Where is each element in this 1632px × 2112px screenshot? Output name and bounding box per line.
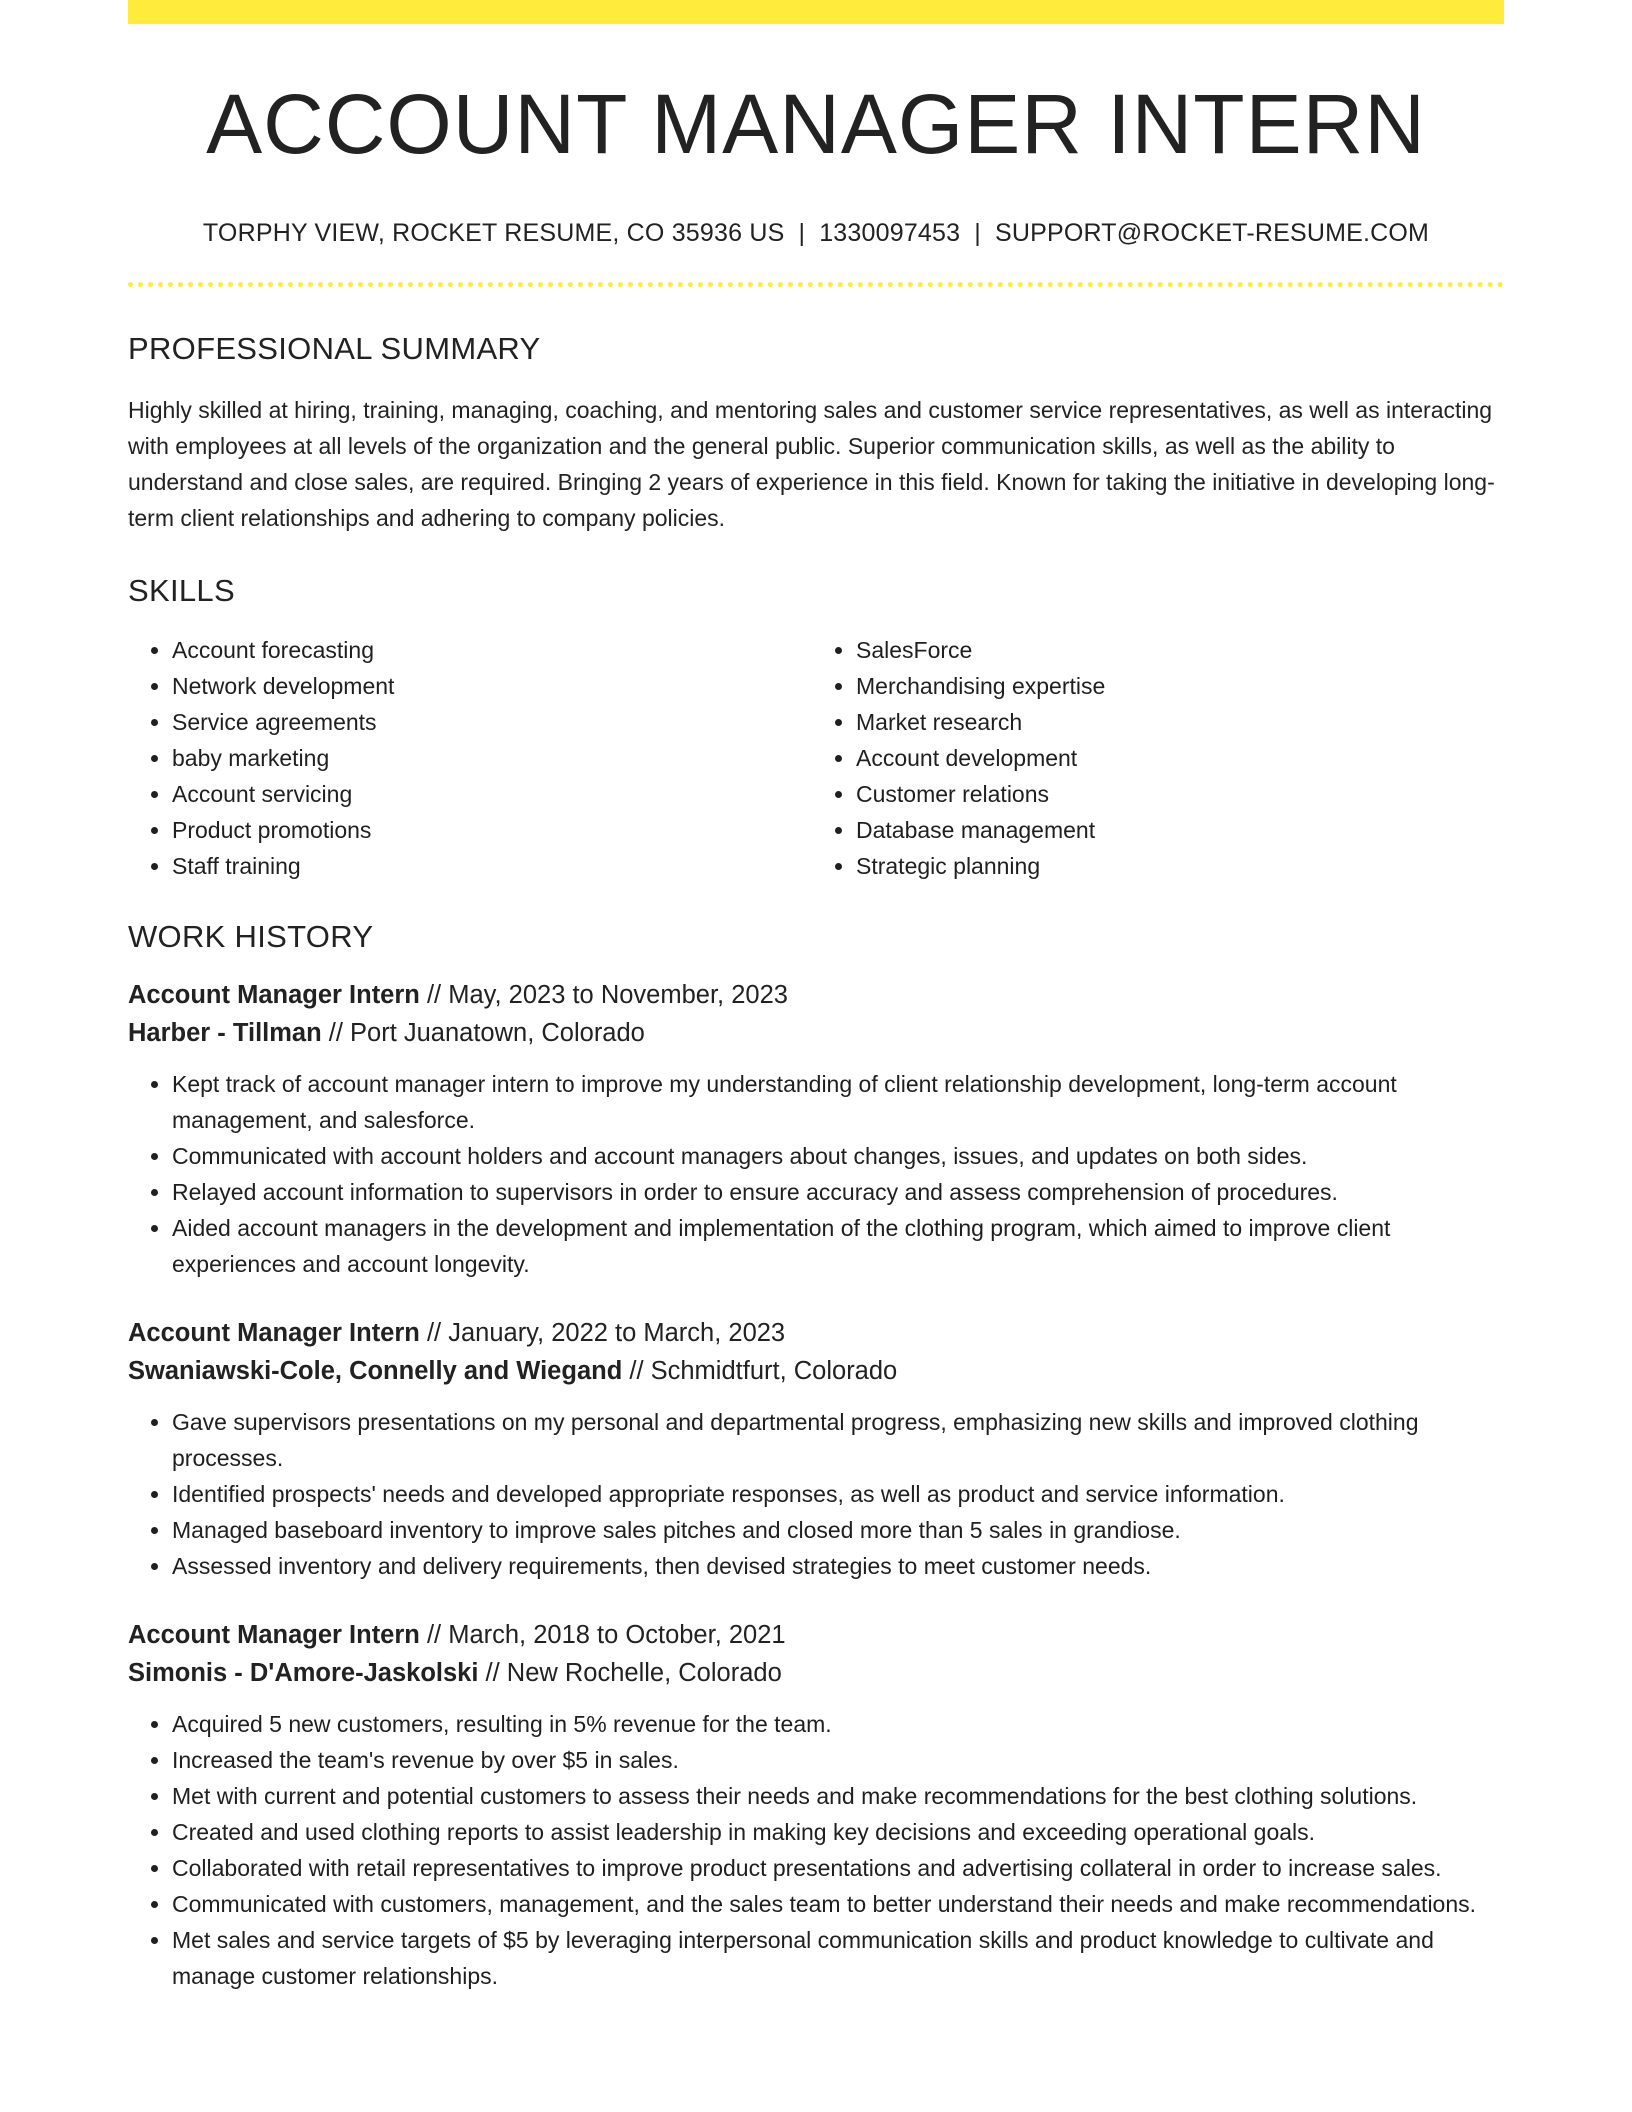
skill-item: • Database management <box>856 812 1490 848</box>
skill-item: • Network development <box>172 668 806 704</box>
job-bullet: • Aided account managers in the development and implementation of the clothing program, which aimed to improve client experiences and account longevity. <box>172 1210 1504 1282</box>
job-bullet: • Increased the team's revenue by over $5 in sales. <box>172 1742 1504 1778</box>
job-title-line <box>128 1616 1504 1654</box>
skill-item: • Account servicing <box>172 776 806 812</box>
job-location: // New Rochelle, Colorado <box>478 1659 782 1687</box>
skill-item: • Account forecasting <box>172 632 806 668</box>
job-dates: // May, 2023 to November, 2023 <box>419 981 788 1009</box>
job-title-line <box>128 976 1504 1014</box>
skill-item: • Customer relations <box>856 776 1490 812</box>
job-entry <box>128 1314 1504 1584</box>
job-bullet: • Acquired 5 new customers, resulting in 5% revenue for the team. <box>172 1706 1504 1742</box>
job-location: // Schmidtfurt, Colorado <box>622 1357 898 1385</box>
job-bullet: • Identified prospects' needs and developed appropriate responses, as well as product and service information. <box>172 1476 1504 1512</box>
job-bullet: • Relayed account information to supervisors in order to ensure accuracy and assess comprehension of procedures. <box>172 1174 1504 1210</box>
contact-separator: | <box>974 219 981 247</box>
skill-item: • Market research <box>856 704 1490 740</box>
email-link[interactable]: SUPPORT@ROCKET-RESUME.COM <box>994 219 1430 247</box>
skill-item: • Service agreements <box>172 704 806 740</box>
resume-page <box>128 0 1504 1994</box>
job-company: Swaniawski-Cole, Connelly and Wiegand <box>128 1357 623 1385</box>
job-bullet: • Gave supervisors presentations on my personal and departmental progress, emphasizing new skills and improved clothing processes. <box>172 1404 1504 1476</box>
contact-line <box>128 221 1504 246</box>
job-role: Account Manager Intern <box>128 1621 420 1649</box>
phone: 1330097453 <box>819 219 961 247</box>
summary-text: Highly skilled at hiring, training, managing, coaching, and mentoring sales and customer service representatives, as well as interacting with employees at all levels of the organization and the general public. Superior communication skills, as well as the ability to understand and close sales, are required. Bringing 2 years of experience in this field. Known for taking the initiative in developing long-term client relationships and adhering to company policies. <box>128 397 1495 531</box>
summary-heading: PROFESSIONAL SUMMARY <box>128 331 541 366</box>
job-dates: // January, 2022 to March, 2023 <box>419 1319 786 1347</box>
contact-separator: | <box>798 219 806 247</box>
job-bullets <box>128 1066 1504 1282</box>
job-dates: // March, 2018 to October, 2021 <box>419 1621 786 1649</box>
job-bullet: • Kept track of account manager intern to improve my understanding of client relationship development, long-term account management, and salesforce. <box>172 1066 1504 1138</box>
skill-item: • Staff training <box>172 848 806 884</box>
skill-item: • Merchandising expertise <box>856 668 1490 704</box>
address: TORPHY VIEW, ROCKET RESUME, CO 35936 US <box>202 219 785 247</box>
skills-left-column <box>128 632 806 884</box>
job-bullet: • Communicated with customers, management, and the sales team to better understand their needs and make recommendations. <box>172 1886 1504 1922</box>
skill-item: • Product promotions <box>172 812 806 848</box>
job-entry <box>128 1616 1504 1994</box>
resume-title: ACCOUNT MANAGER INTERN <box>206 77 1426 171</box>
job-title-line <box>128 1314 1504 1352</box>
skill-item: • SalesForce <box>856 632 1490 668</box>
skills-list <box>128 632 1504 884</box>
top-accent-bar <box>128 0 1504 24</box>
job-bullets <box>128 1404 1504 1584</box>
job-bullet: • Communicated with account holders and account managers about changes, issues, and updates on both sides. <box>172 1138 1504 1174</box>
job-location: // Port Juanatown, Colorado <box>321 1019 645 1047</box>
job-role: Account Manager Intern <box>128 1319 420 1347</box>
job-company: Harber - Tillman <box>128 1019 322 1047</box>
job-bullets <box>128 1706 1504 1994</box>
skills-right-column <box>806 632 1490 884</box>
job-bullet: • Met sales and service targets of $5 by leveraging interpersonal communication skills and product knowledge to cultivate and manage customer relationships. <box>172 1922 1504 1994</box>
job-entry <box>128 976 1504 1282</box>
job-role: Account Manager Intern <box>128 981 420 1009</box>
skills-heading: SKILLS <box>128 573 235 608</box>
job-bullet: • Managed baseboard inventory to improve sales pitches and closed more than 5 sales in grandiose. <box>172 1512 1504 1548</box>
job-company-line <box>128 1014 1504 1052</box>
job-bullet: • Created and used clothing reports to assist leadership in making key decisions and exceeding operational goals. <box>172 1814 1504 1850</box>
skill-item: • baby marketing <box>172 740 806 776</box>
skill-item: • Strategic planning <box>856 848 1490 884</box>
job-bullet: • Collaborated with retail representatives to improve product presentations and advertising collateral in order to increase sales. <box>172 1850 1504 1886</box>
job-company: Simonis - D'Amore-Jaskolski <box>128 1659 479 1687</box>
job-bullet: • Assessed inventory and delivery requirements, then devised strategies to meet customer needs. <box>172 1548 1504 1584</box>
job-bullet: • Met with current and potential customers to assess their needs and make recommendations for the best clothing solutions. <box>172 1778 1504 1814</box>
dotted-divider <box>128 282 1504 287</box>
job-company-line <box>128 1352 1504 1390</box>
skill-item: • Account development <box>856 740 1490 776</box>
job-company-line <box>128 1654 1504 1692</box>
work-history-heading: WORK HISTORY <box>128 919 374 954</box>
